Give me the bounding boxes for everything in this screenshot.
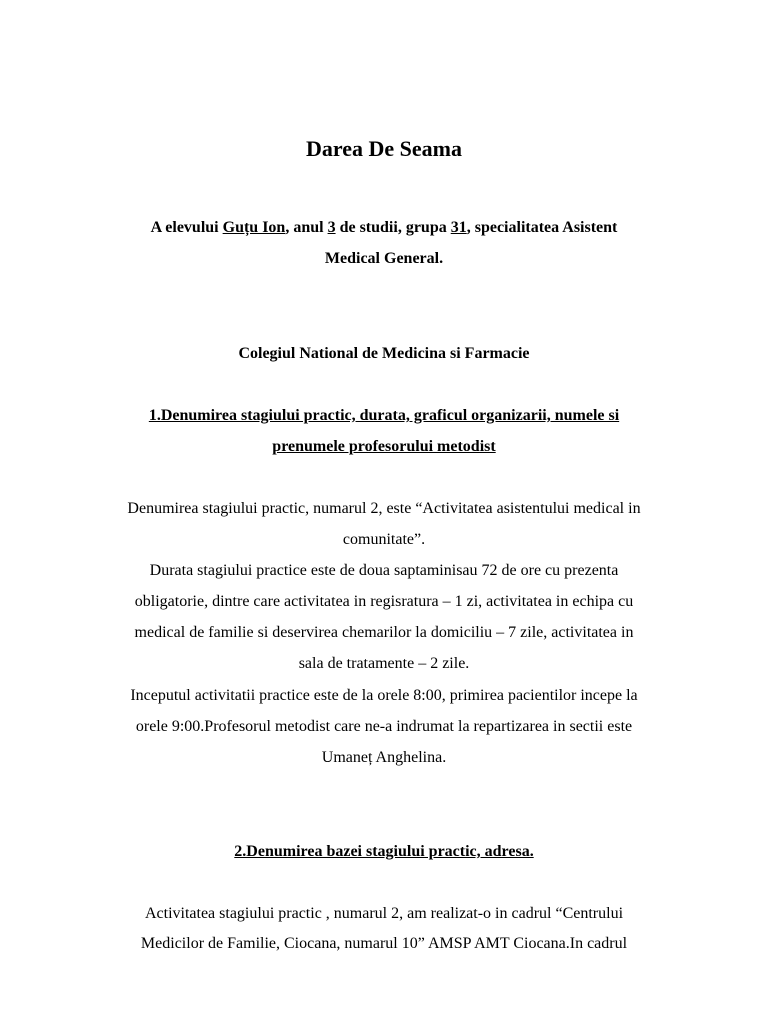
document-title: Darea De Seama xyxy=(306,136,462,161)
section1-paragraph-line: orele 9:00.Profesorul metodist care ne-a indrumat la repartizarea in sectii este xyxy=(135,718,633,735)
section1-paragraph-line: obligatorie, dintre care activitatea in regisratura – 1 zi, activitatea in echipa cu xyxy=(134,593,634,610)
section2-paragraph-line: Medicilor de Familie, Ciocana, numarul 10” AMSP AMT Ciocana.In cadrul xyxy=(140,935,628,952)
section2-paragraph-line: Activitatea stagiului practic , numarul 2, am realizat-o in cadrul “Centrului xyxy=(144,905,624,922)
section1-paragraph-line: Durata stagiului practice este de doua saptaminisau 72 de ore cu prezenta xyxy=(149,562,619,579)
student-info-text: , specialitatea Asistent xyxy=(466,219,618,236)
student-info-line-2: Medical General. xyxy=(324,250,444,267)
section1-heading-line-1: 1.Denumirea stagiului practic, durata, graficul organizarii, numele si xyxy=(148,407,620,424)
section2-heading: 2.Denumirea bazei stagiului practic, adresa. xyxy=(234,843,534,860)
section1-heading-line-2: prenumele profesorului metodist xyxy=(272,438,496,455)
student-info-text: , anul xyxy=(285,219,328,236)
section1-paragraph-line: sala de tratamente – 2 zile. xyxy=(298,655,470,672)
student-info-text: A elevului xyxy=(150,219,223,236)
section1-paragraph-line: Denumirea stagiului practic, numarul 2, este “Activitatea asistentului medical in xyxy=(127,500,641,517)
student-year: 3 xyxy=(327,219,336,236)
section1-paragraph-line: medical de familie si deservirea chemarilor la domiciliu – 7 zile, activitatea in xyxy=(134,624,634,641)
student-info-text: de studii, grupa xyxy=(335,219,451,236)
section1-paragraph-line: Inceputul activitatii practice este de la orele 8:00, primirea pacientilor incepe la xyxy=(130,687,638,704)
student-name: Guțu Ion xyxy=(222,219,286,236)
student-info-line-1 xyxy=(0,218,768,238)
college-name: Colegiul National de Medicina si Farmacie xyxy=(238,345,530,362)
section1-paragraph-line: Umaneț Anghelina. xyxy=(321,749,447,766)
section1-paragraph-line: comunitate”. xyxy=(342,531,426,548)
student-group: 31 xyxy=(450,219,467,236)
